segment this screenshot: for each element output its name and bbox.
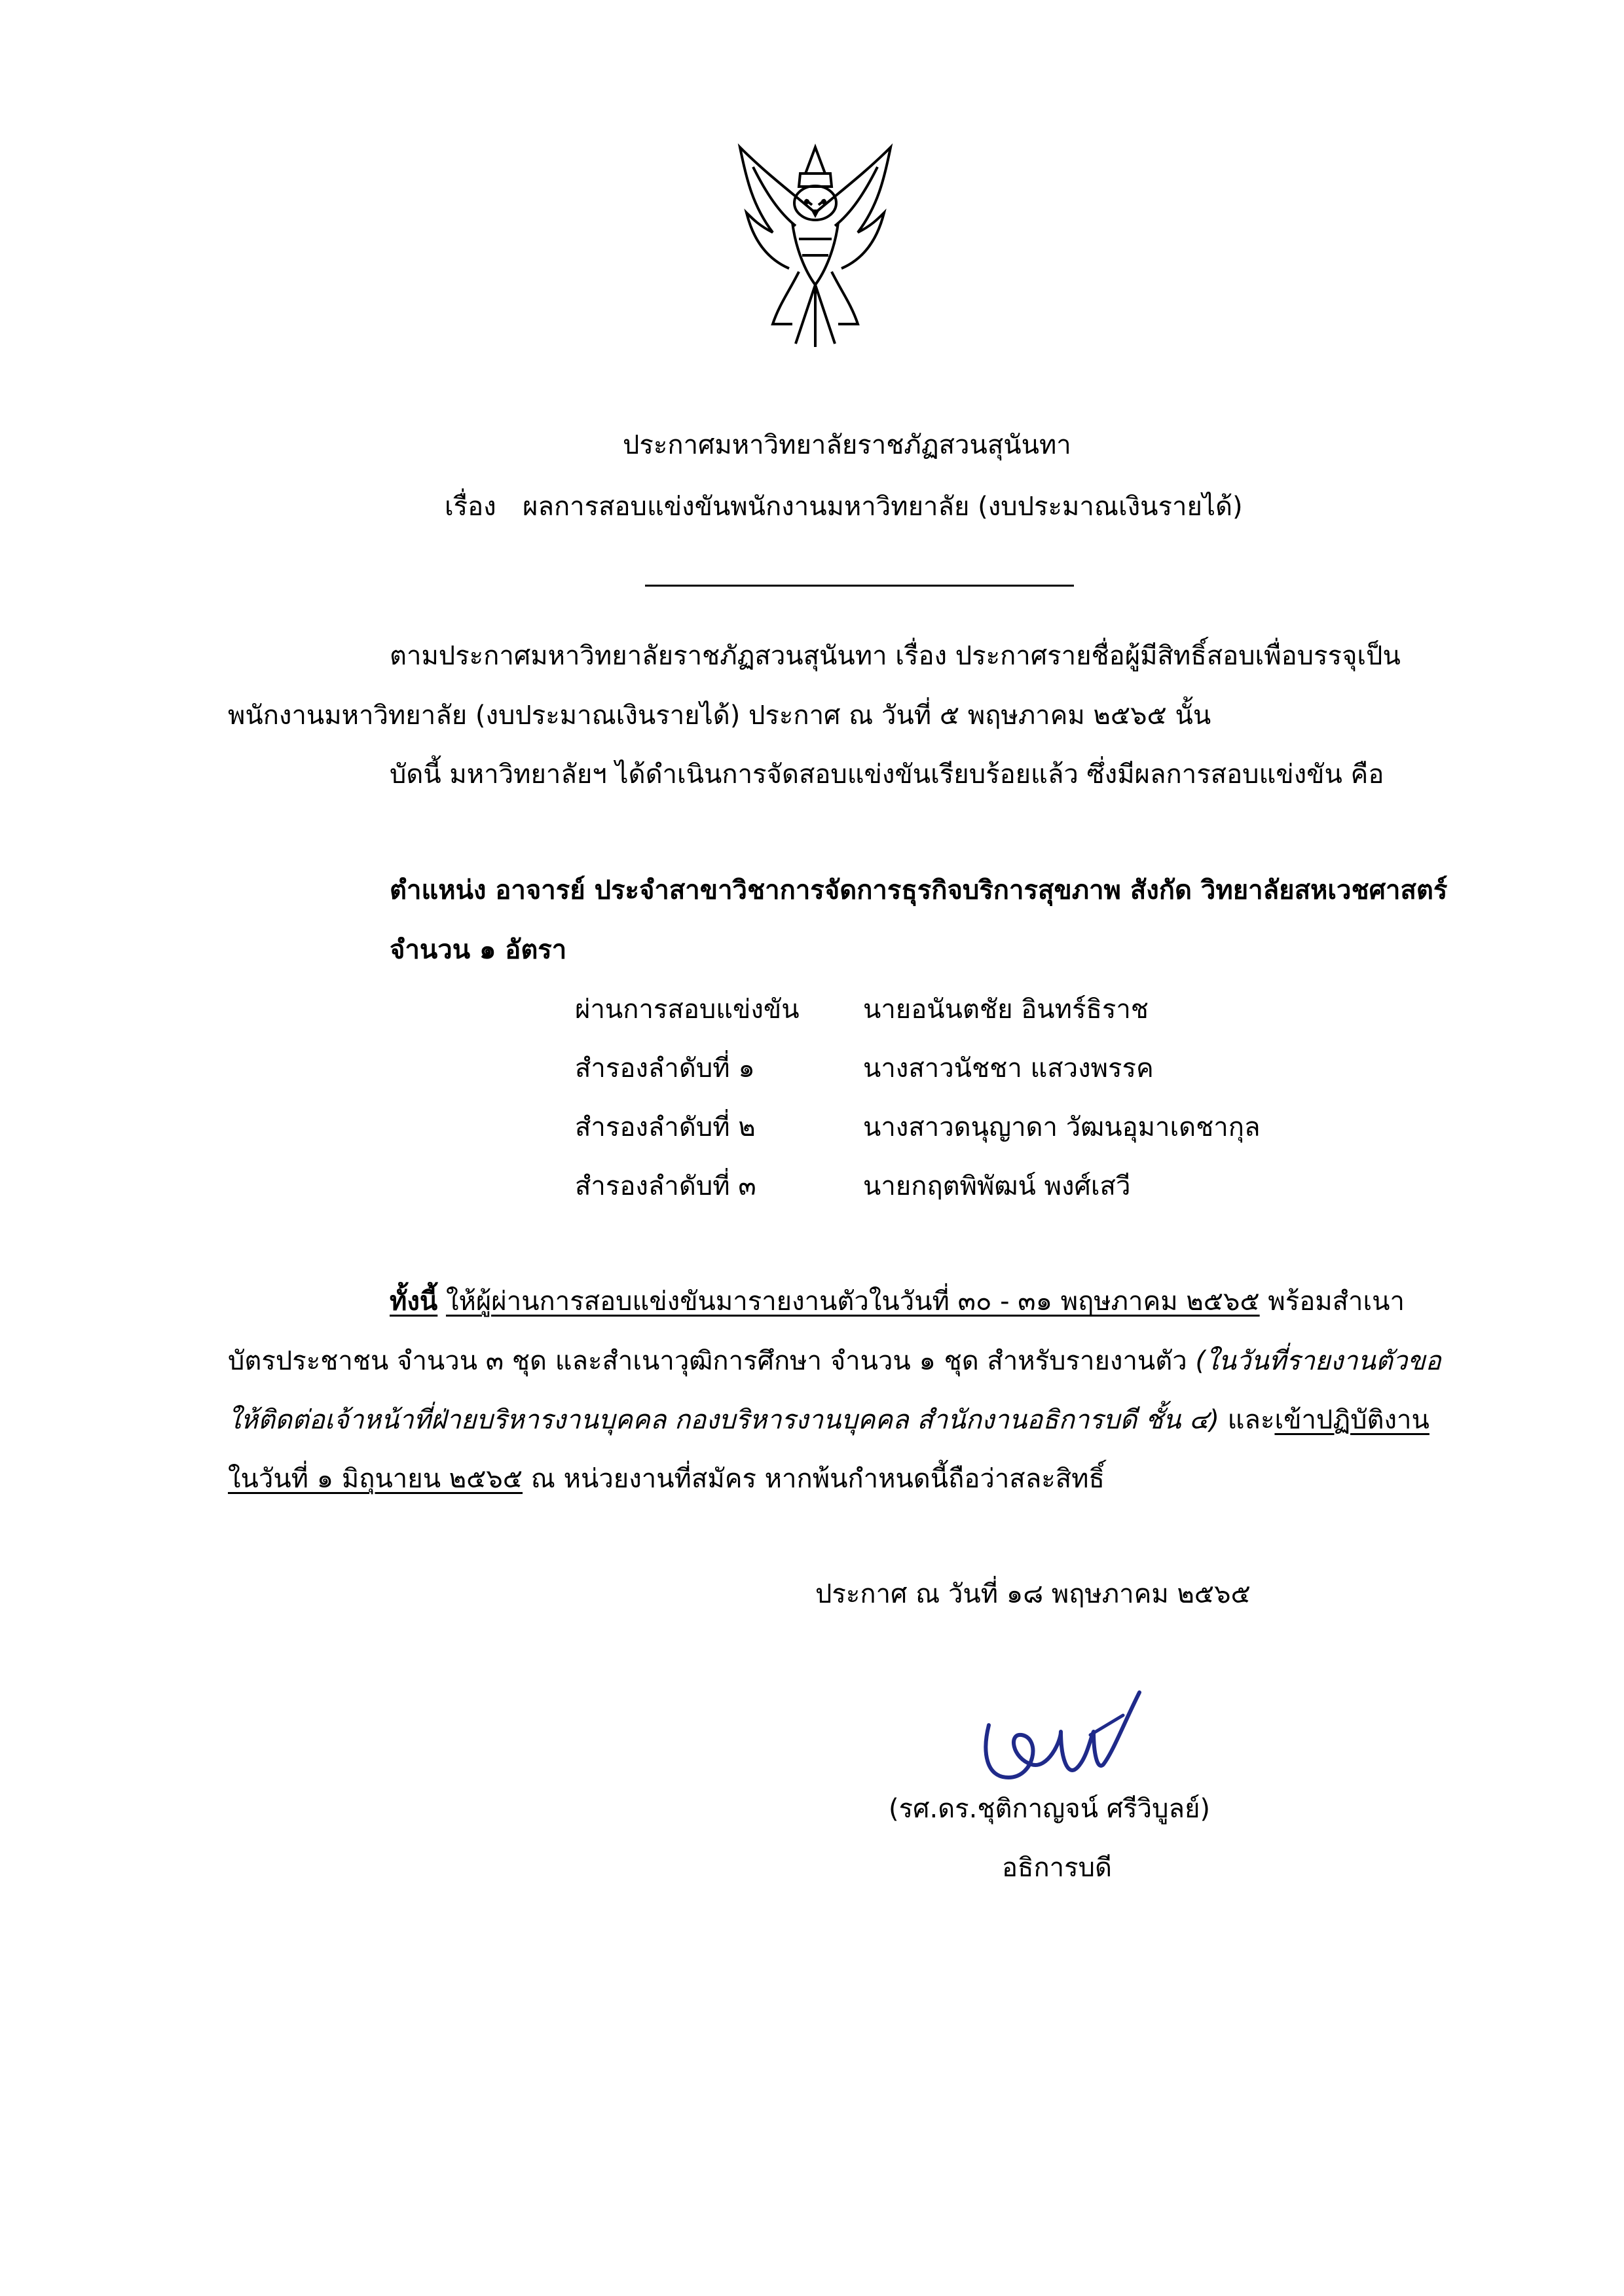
notice-emphasis: ทั้งนี้ [390, 1286, 438, 1317]
position-line-2: จำนวน ๑ อัตรา [390, 935, 567, 965]
notice-text: พร้อมสำเนา [1259, 1286, 1405, 1317]
subject-text: ผลการสอบแข่งขันพนักงานมหาวิทยาลัย (งบประมาณเงินรายได้) [523, 492, 1243, 522]
notice-start-date: ในวันที่ ๑ มิถุนายน ๒๕๖๕ [228, 1464, 523, 1494]
announcement-title: ประกาศมหาวิทยาลัยราชภัฏสวนสุนันทา [623, 430, 1071, 460]
notice-text: ณ หน่วยงานที่สมัคร หากพ้นกำหนดนี้ถือว่าสละสิทธิ์ [523, 1464, 1105, 1494]
result-name: นางสาวนัชชา แสวงพรรค [863, 1053, 1154, 1084]
notice-text: บัตรประชาชน จำนวน ๓ ชุด และสำเนาวุฒิการศึกษา จำนวน ๑ ชุด สำหรับรายงานตัว [228, 1346, 1196, 1376]
result-status: สำรองลำดับที่ ๑ [575, 1053, 755, 1084]
notice-italic: (ในวันที่รายงานตัวขอ [1195, 1346, 1441, 1376]
notice-line-4 [228, 1466, 1105, 1492]
signature-icon [963, 1679, 1153, 1791]
position-line-1: ตำแหน่ง อาจารย์ ประจำสาขาวิชาการจัดการธุรกิจบริการสุขภาพ สังกัด วิทยาลัยสหเวชศาสตร์ [390, 875, 1448, 905]
notice-start-work: เข้าปฏิบัติงาน [1274, 1405, 1430, 1435]
title-divider [645, 585, 1074, 587]
notice-line-1 [390, 1288, 1405, 1315]
notice-italic: ให้ติดต่อเจ้าหน้าที่ฝ่ายบริหารงานบุคคล กองบริหารงานบุคคล สำนักงานอธิการบดี ชั้น ๔) [228, 1405, 1219, 1435]
intro-line-3: บัดนี้ มหาวิทยาลัยฯ ได้ดำเนินการจัดสอบแข่งขันเรียบร้อยแล้ว ซึ่งมีผลการสอบแข่งขัน คือ [390, 759, 1384, 790]
result-status: สำรองลำดับที่ ๒ [575, 1112, 756, 1142]
result-name: นางสาวดนุญาดา วัฒนอุมาเดชากุล [863, 1112, 1261, 1142]
notice-line-3 [228, 1407, 1430, 1433]
announcement-date: ประกาศ ณ วันที่ ๑๘ พฤษภาคม ๒๕๖๕ [815, 1579, 1251, 1609]
result-status: ผ่านการสอบแข่งขัน [575, 994, 800, 1025]
result-name: นายกฤตพิพัฒน์ พงศ์เสวี [863, 1171, 1131, 1201]
notice-report-dates: ให้ผู้ผ่านการสอบแข่งขันมารายงานตัวในวันที่ ๓๐ - ๓๑ พฤษภาคม ๒๕๖๕ [445, 1286, 1260, 1317]
notice-line-2 [228, 1348, 1441, 1374]
signatory-title: อธิการบดี [1002, 1853, 1112, 1883]
notice-space [437, 1286, 446, 1317]
signatory-name: (รศ.ดร.ชุติกาญจน์ ศรีวิบูลย์) [889, 1794, 1211, 1824]
intro-line-2: พนักงานมหาวิทยาลัย (งบประมาณเงินรายได้) ประกาศ ณ วันที่ ๕ พฤษภาคม ๒๕๖๕ นั้น [228, 701, 1211, 731]
garuda-emblem-icon [727, 134, 904, 350]
result-status: สำรองลำดับที่ ๓ [575, 1171, 756, 1201]
intro-line-1: ตามประกาศมหาวิทยาลัยราชภัฏสวนสุนันทา เรื่อง ประกาศรายชื่อผู้มีสิทธิ์สอบเพื่อบรรจุเป็น [390, 641, 1401, 671]
subject-label: เรื่อง [445, 492, 496, 522]
result-name: นายอนันตชัย อินทร์ธิราช [863, 994, 1149, 1025]
notice-text: และ [1219, 1405, 1275, 1435]
